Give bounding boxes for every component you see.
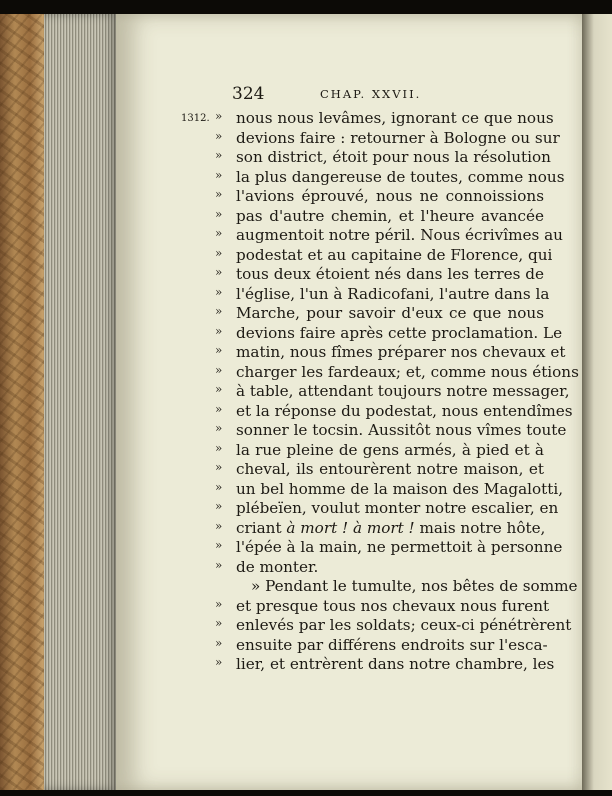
guillemet: » — [215, 362, 223, 377]
line-text: lier, et entrèrent dans notre chambre, les — [236, 655, 555, 673]
line-text: plébeïen, voulut monter notre escalier, en — [236, 499, 559, 517]
guillemet: » — [215, 518, 223, 533]
guillemet: » — [215, 538, 223, 552]
guillemet: » — [215, 655, 223, 669]
facing-page-edge — [582, 14, 612, 790]
line-text: de monter. — [236, 557, 319, 576]
margin-year: 1312. — [181, 113, 210, 124]
line-text: son district, étoit pour nous la résolution — [236, 148, 551, 166]
guillemet: » — [215, 401, 223, 416]
line-text: enlevés par les soldats; ceux-ci pénétrèrent — [236, 616, 572, 634]
line-text: devions faire après cette proclamation. Le — [236, 323, 563, 342]
guillemet: » — [215, 187, 223, 201]
line-text: à table, attendant toujours notre messager, — [236, 382, 570, 400]
page-number: 324 — [232, 84, 265, 104]
line-text: la rue pleine de gens armés, à pied et à — [236, 440, 544, 459]
page-edges — [44, 14, 118, 790]
line-text: charger les fardeaux; et, comme nous étions — [236, 362, 579, 381]
running-head: CHAP. XXVII. — [320, 87, 422, 101]
guillemet: » — [215, 284, 223, 299]
line-text: cheval, ils entourèrent notre maison, et — [236, 460, 544, 478]
line-text: podestat et au capitaine de Florence, qui — [236, 245, 553, 264]
line-text: l'épée à la main, ne permettoit à personne — [236, 538, 563, 556]
line-text: et presque tous nos chevaux nous furent — [236, 596, 550, 615]
guillemet: » — [215, 265, 223, 279]
line-text: nous nous levâmes, ignorant ce que nous — [236, 109, 554, 127]
page-header — [232, 84, 532, 106]
guillemet: » — [215, 206, 223, 221]
guillemet: » — [215, 167, 223, 182]
guillemet: » — [215, 226, 223, 240]
line-text: tous deux étoient nés dans les terres de — [236, 265, 544, 283]
guillemet: » — [215, 245, 223, 260]
guillemet: » — [215, 109, 223, 123]
guillemet: » — [215, 635, 223, 650]
guillemet: » — [215, 616, 223, 630]
line-text: devions faire : retourner à Bologne ou sur — [236, 128, 560, 147]
guillemet: » — [215, 557, 223, 572]
guillemet: » — [215, 421, 223, 435]
line-text: » Pendant le tumulte, nos bêtes de somme — [251, 577, 578, 595]
guillemet: » — [215, 479, 223, 494]
italic-cry: à mort ! à mort ! — [286, 518, 415, 537]
line-text: et la réponse du podestat, nous entendîmes — [236, 401, 573, 420]
book-cover-board — [0, 14, 50, 790]
line-text: pas d'autre chemin, et l'heure avancée — [236, 206, 544, 225]
guillemet: » — [215, 148, 223, 162]
line-text: augmentoit notre péril. Nous écrivîmes au — [236, 226, 563, 244]
guillemet: » — [215, 440, 223, 455]
guillemet: » — [215, 460, 223, 474]
line-text: un bel homme de la maison des Magalotti, — [236, 479, 564, 498]
guillemet: » — [215, 323, 223, 338]
line-text: matin, nous fîmes préparer nos chevaux et — [236, 343, 566, 361]
line-text: l'avions éprouvé, nous ne connoissions — [236, 187, 544, 205]
line-text: la plus dangereuse de toutes, comme nous — [236, 167, 565, 186]
line-text: l'église, l'un à Radicofani, l'autre dans la — [236, 284, 550, 303]
guillemet: » — [215, 304, 223, 318]
line-text: ensuite par différens endroits sur l'esca- — [236, 635, 548, 654]
guillemet: » — [215, 596, 223, 611]
guillemet: » — [215, 382, 223, 396]
guillemet: » — [215, 343, 223, 357]
line-text-after: mais notre hôte, — [414, 518, 546, 537]
guillemet: » — [215, 499, 223, 513]
line-text: sonner le tocsin. Aussitôt nous vîmes toute — [236, 421, 567, 439]
line-text — [236, 519, 544, 537]
line-text: Marche, pour savoir d'eux ce que nous — [236, 304, 544, 322]
line-text-before: criant — [236, 518, 287, 537]
guillemet: » — [215, 128, 223, 143]
